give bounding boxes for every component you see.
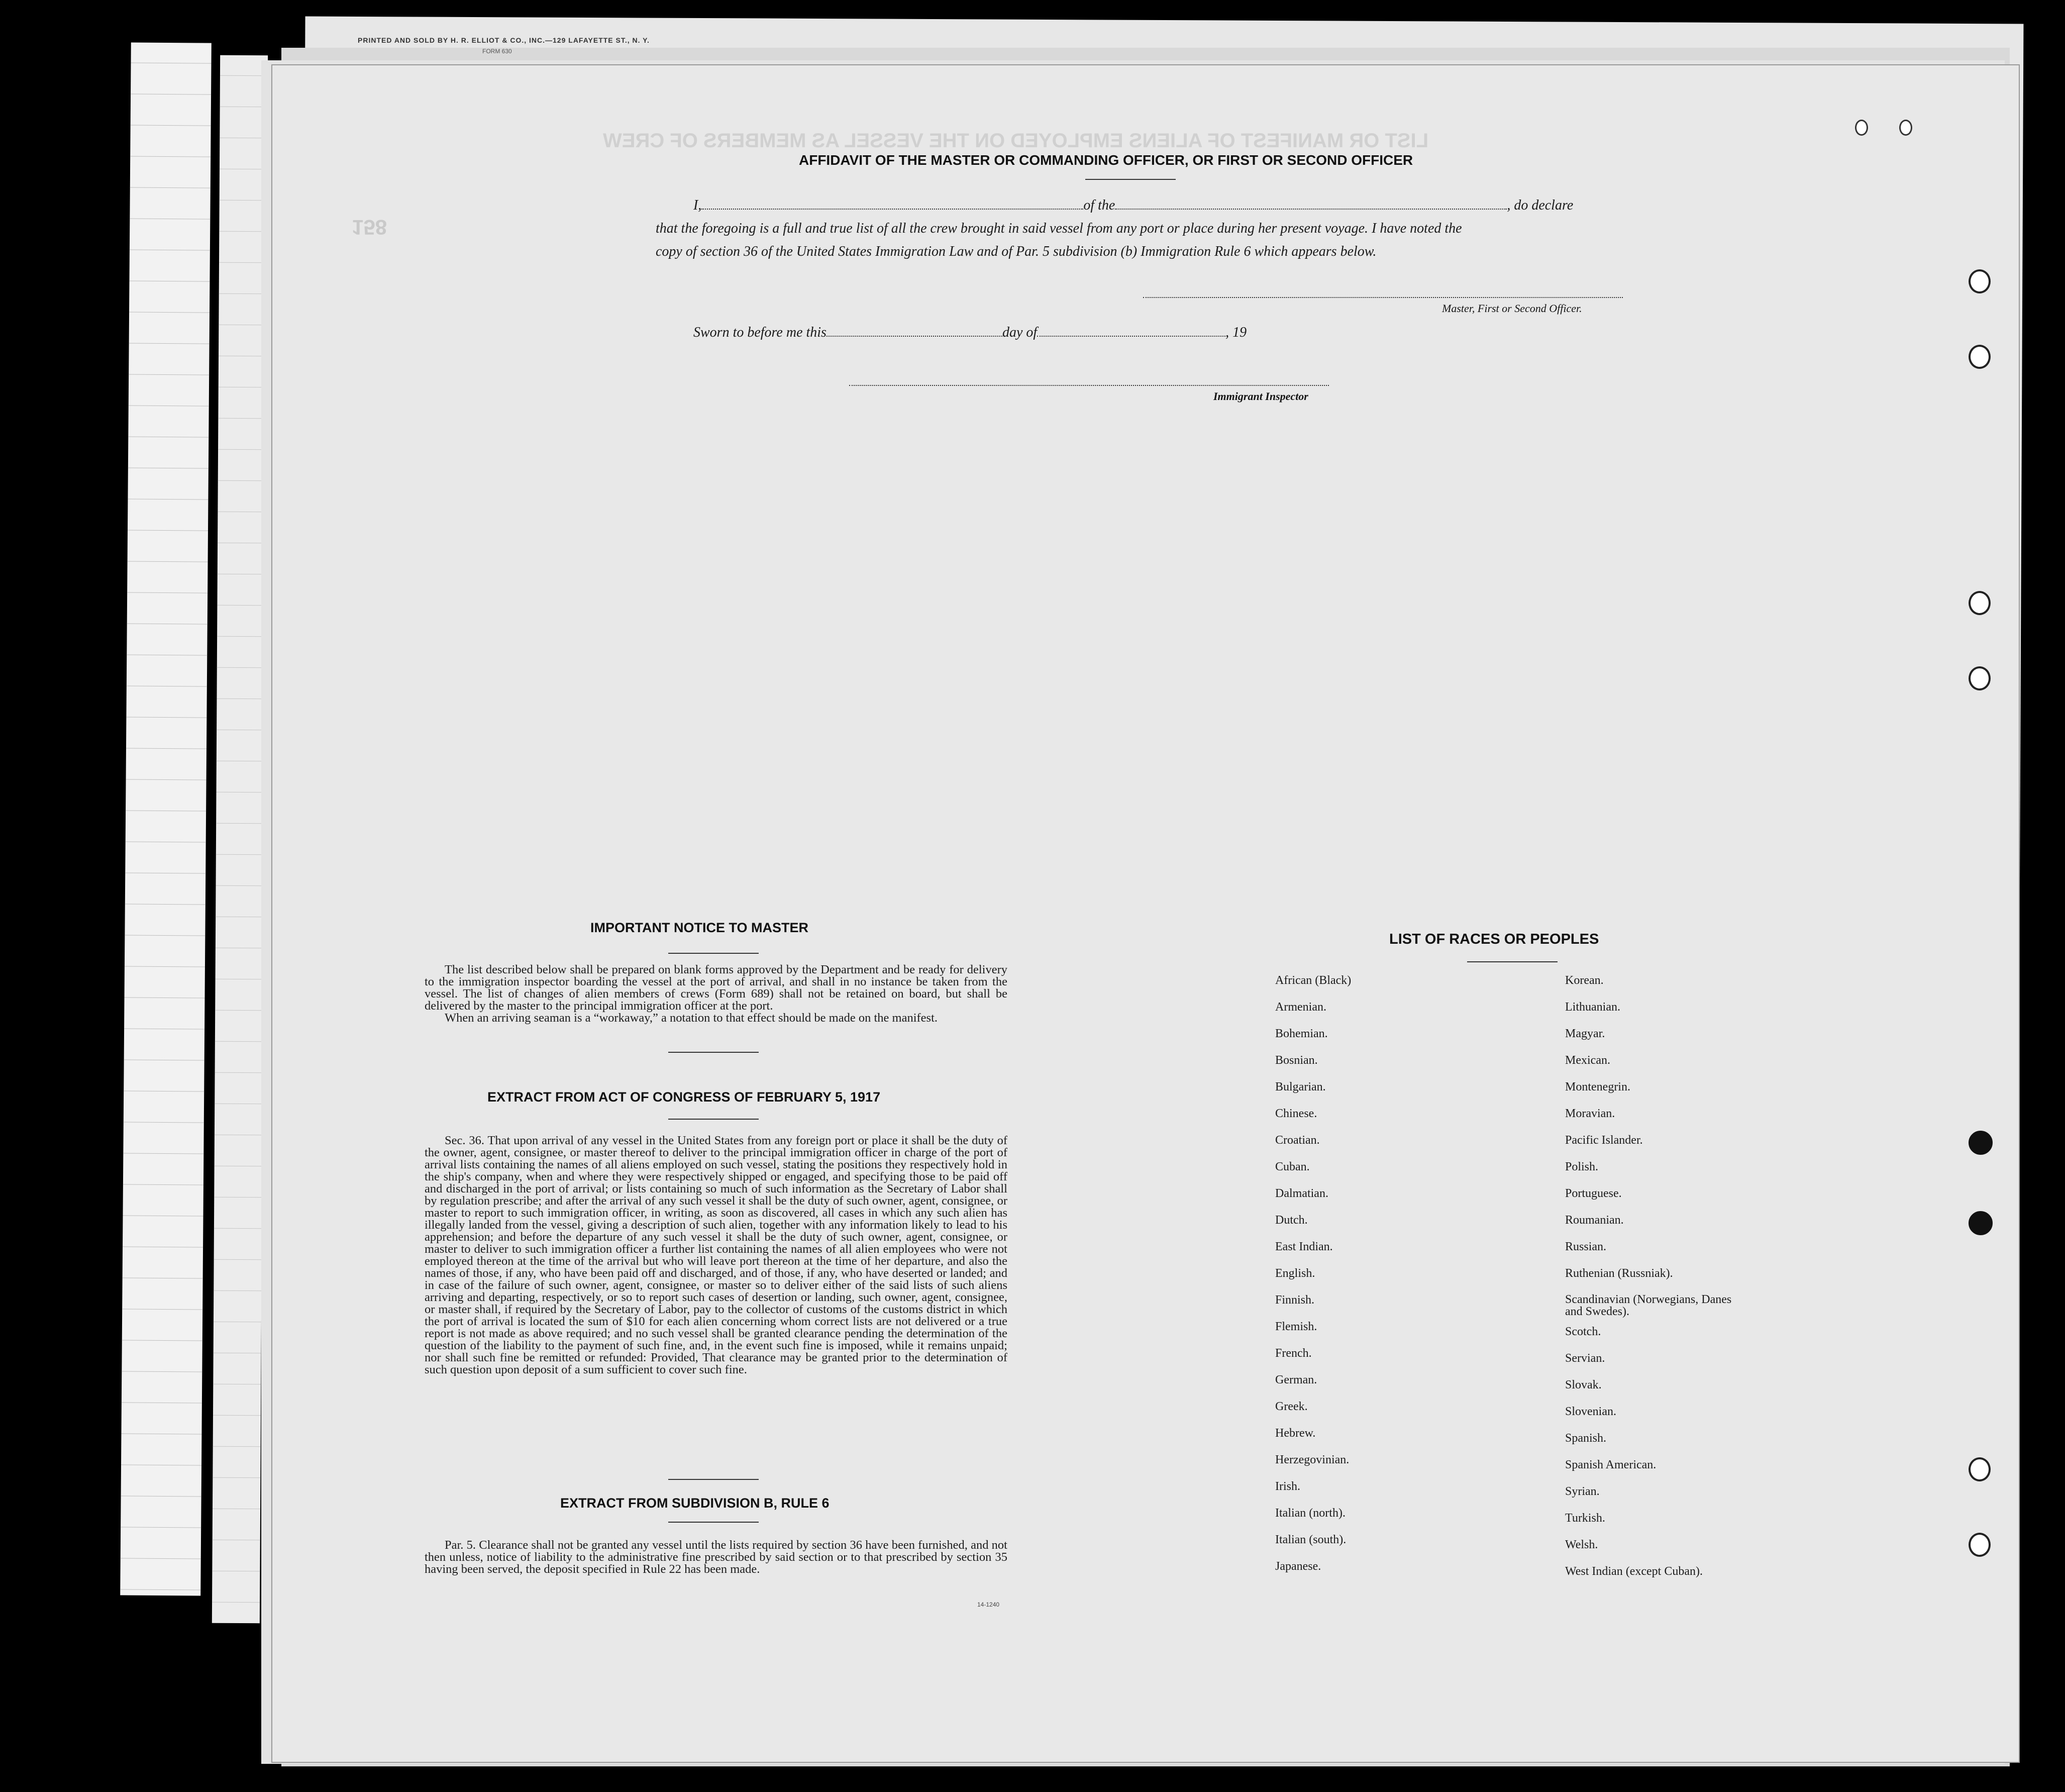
race-item: Irish.	[1275, 1480, 1300, 1493]
extract-rule-text	[425, 1539, 1007, 1575]
inspector-signature-line	[849, 385, 1329, 386]
ruled-line	[122, 1371, 202, 1372]
punch-hole	[1969, 1533, 1991, 1557]
ruled-line	[220, 75, 268, 76]
affidavit-declare-label: , do declare	[1507, 197, 1574, 213]
affidavit-title: AFFIDAVIT OF THE MASTER OR COMMANDING OFFICER, OR FIRST OR SECOND OFFICER	[799, 152, 1413, 168]
ruled-line	[127, 685, 207, 686]
ruled-line	[123, 1153, 203, 1154]
punch-hole	[1969, 345, 1991, 369]
race-item: Syrian.	[1565, 1485, 1600, 1498]
name-blank	[701, 209, 1083, 210]
ruled-line	[128, 499, 208, 500]
divider	[1085, 179, 1176, 180]
punch-hole	[1855, 120, 1868, 136]
officer-signature-caption: Master, First or Second Officer.	[1442, 302, 1582, 315]
race-item: Chinese.	[1275, 1107, 1317, 1120]
punch-hole	[1969, 666, 1991, 690]
bleed-through-page-number: 158	[352, 216, 387, 239]
extract-act-title: EXTRACT FROM ACT OF CONGRESS OF FEBRUARY 5, 1917	[487, 1089, 881, 1105]
race-item: Korean.	[1565, 974, 1604, 987]
ruled-line	[131, 62, 212, 63]
race-item: Bohemian.	[1275, 1027, 1328, 1040]
notice-text	[425, 964, 1007, 1024]
ruled-line	[124, 1028, 204, 1029]
ruled-line	[125, 935, 205, 936]
race-item: English.	[1275, 1267, 1315, 1280]
race-item: Montenegrin.	[1565, 1080, 1630, 1093]
divider	[668, 1052, 759, 1053]
ruled-line	[217, 605, 265, 606]
divider	[668, 953, 759, 954]
race-item: West Indian (except Cuban).	[1565, 1565, 1703, 1578]
ruled-line	[219, 262, 267, 263]
ruled-line	[122, 1309, 202, 1310]
race-item: Flemish.	[1275, 1320, 1317, 1333]
ruled-line	[215, 1041, 263, 1042]
ruled-line	[128, 561, 208, 562]
ruled-line	[127, 654, 207, 655]
ruled-line	[218, 480, 266, 481]
ruled-line	[213, 1415, 261, 1416]
ruled-line	[129, 312, 210, 313]
race-item: Turkish.	[1565, 1512, 1605, 1525]
ruled-line	[214, 1259, 262, 1260]
race-item: Cuban.	[1275, 1160, 1310, 1173]
ruled-line	[125, 997, 205, 998]
ruled-line	[127, 592, 208, 593]
race-item: Japanese.	[1275, 1560, 1321, 1573]
ruled-line	[126, 717, 206, 718]
ruled-line	[131, 93, 211, 94]
affidavit-line-3: copy of section 36 of the United States Immigration Law and of Par. 5 subdivision (b) Immigration Rule 6 which appears below.	[656, 244, 1377, 259]
ruled-line	[219, 231, 267, 232]
ruled-line	[126, 779, 206, 780]
race-item: Spanish American.	[1565, 1458, 1657, 1471]
day-blank	[827, 336, 1002, 337]
race-item: African (Black)	[1275, 974, 1352, 987]
ruled-line	[216, 823, 264, 824]
ruled-line	[123, 1246, 203, 1247]
print-code: 14-1240	[977, 1601, 1000, 1608]
ruled-line	[214, 1290, 261, 1291]
binder-strip-right	[212, 55, 268, 1623]
ruled-line	[121, 1558, 201, 1559]
race-item: Ruthenian (Russniak).	[1565, 1267, 1673, 1280]
ruled-line	[126, 748, 206, 749]
race-item: Dalmatian.	[1275, 1187, 1328, 1200]
race-item: Dutch.	[1275, 1214, 1308, 1227]
ruled-line	[130, 187, 211, 188]
race-item: Armenian.	[1275, 1001, 1326, 1014]
ruled-line	[218, 449, 266, 450]
ruled-line	[218, 418, 266, 419]
ruled-line	[124, 1059, 204, 1060]
race-item: Herzegovinian.	[1275, 1453, 1350, 1466]
ruled-line	[216, 854, 264, 855]
ruled-line	[121, 1464, 201, 1465]
ruled-line	[130, 156, 211, 157]
race-item: Lithuanian.	[1565, 1001, 1620, 1014]
ruled-line	[121, 1433, 201, 1434]
affidavit-of-the-label: of the	[1083, 197, 1115, 213]
race-item: Scandinavian (Norwegians, Danes and Swedes).	[1565, 1293, 1732, 1318]
race-item: German.	[1275, 1373, 1317, 1386]
ruled-line	[130, 218, 210, 219]
punch-hole	[1969, 591, 1991, 615]
ruled-line	[214, 1228, 262, 1229]
race-item: Pacific Islander.	[1565, 1134, 1643, 1147]
race-item: Scotch.	[1565, 1325, 1601, 1338]
printer-imprint: PRINTED AND SOLD BY H. R. ELLIOT & CO., INC.—129 LAFAYETTE ST., N. Y.	[358, 36, 650, 44]
ruled-line	[126, 841, 206, 842]
ruled-line	[123, 1184, 203, 1185]
race-item: Servian.	[1565, 1352, 1605, 1365]
race-item: Mexican.	[1565, 1054, 1610, 1067]
race-item: Finnish.	[1275, 1293, 1315, 1307]
extract-rule-paragraph: Par. 5. Clearance shall not be granted any vessel until the lists required by section 36 have been furnished, and not then unless, notice of liability to the administrative fine prescribed by said section or to that prescribed by section 35 having been served, the deposit specified in Rule 22 has been made.	[425, 1538, 1007, 1576]
ruled-line	[128, 436, 209, 437]
divider	[668, 1522, 759, 1523]
ruled-line	[122, 1340, 202, 1341]
punch-hole	[1899, 120, 1912, 136]
races-list-right	[1565, 64, 1826, 1723]
ruled-line	[213, 1477, 260, 1478]
divider	[668, 1119, 759, 1120]
race-item: Bulgarian.	[1275, 1080, 1326, 1093]
ruled-line	[217, 667, 265, 668]
ruled-line	[219, 293, 267, 294]
ruled-line	[124, 1122, 204, 1123]
extract-rule-title: EXTRACT FROM SUBDIVISION B, RULE 6	[560, 1496, 830, 1511]
ruled-line	[129, 374, 209, 375]
notice-paragraph-2: When an arriving seaman is a “workaway,” a notation to that effect should be made on the manifest.	[445, 1011, 938, 1025]
race-item: Welsh.	[1565, 1538, 1598, 1551]
race-item: Spanish.	[1565, 1432, 1607, 1445]
ruled-line	[120, 1589, 200, 1590]
punch-hole	[1969, 269, 1991, 293]
ruled-line	[215, 1072, 263, 1073]
ruled-line	[126, 810, 206, 811]
race-item: Greek.	[1275, 1400, 1308, 1413]
race-item: Polish.	[1565, 1160, 1599, 1173]
affidavit-line-2: that the foregoing is a full and true list of all the crew brought in said vessel from any port or place during her present voyage. I have noted the	[656, 221, 1462, 236]
race-item: Moravian.	[1565, 1107, 1615, 1120]
ruled-line	[125, 966, 205, 967]
punch-hole	[1969, 1211, 1993, 1235]
ruled-line	[131, 125, 211, 126]
races-title: LIST OF RACES OR PEOPLES	[1389, 931, 1599, 947]
ruled-line	[217, 636, 265, 637]
affidavit-i-label: I,	[693, 197, 702, 213]
race-item: Slovak.	[1565, 1378, 1602, 1391]
ruled-line	[215, 1010, 263, 1011]
extract-act-paragraph: Sec. 36. That upon arrival of any vessel in the United States from any foreign port or place it shall be the duty of the owner, agent, consignee, or master thereof to deliver to the principal immigration officer in charge of the port of arrival lists containing the names of all aliens employed on such vessel, stating the positions they respectively hold in the ship's company, when and where they were respectively shipped or engaged, and specifying those to be paid off and discharged in the port of arrival; or lists containing so much of such information as the Secretary of Labor shall by regulation prescribe; and after the arrival of any such vessel it shall be the duty of such owner, agent, consignee, or master to report to such immigration officer, in writing, as soon as discovered, all cases in which any such alien has illegally landed from the vessel, giving a description of such alien, together with any information likely to lead to his apprehension; and before the departure of any such vessel it shall be the duty of such owner, agent, consignee, or master to deliver to such immigration officer a further list containing the names of all alien employees who were not employed thereon at the time of the arrival but who will leave port thereon at the time of her departure, and also the names of those, if any, who have been paid off and discharged, and of those, if any, who have deserted or landed; and in case of the failure of such owner, agent, consignee, or master so to deliver either of the said lists of such aliens arriving and departing, respectively, or so to report such cases of desertion or landing, such owner, agent, consignee, or master shall, if required by the Secretary of Labor, pay to the collector of customs of the customs district in which the port of arrival is located the sum of $10 for each alien concerning whom correct lists are not delivered or a true report is not made as above required; and no such vessel shall be granted clearance pending the determination of the question of the liability to the payment of such fine, and, in the event such fine is imposed, while it remains unpaid; nor shall such fine be remitted or refunded: Provided, That clearance may be granted prior to the determination of such question upon deposit of a sum sufficient to cover such fine.	[425, 1134, 1007, 1376]
race-item: French.	[1275, 1347, 1312, 1360]
ruled-line	[127, 623, 208, 624]
ruled-line	[129, 280, 210, 281]
races-list-left	[1275, 64, 1526, 1723]
race-item: Hebrew.	[1275, 1427, 1316, 1440]
race-item: Bosnian.	[1275, 1054, 1318, 1067]
punch-hole	[1969, 1131, 1993, 1155]
ruled-line	[216, 885, 264, 886]
ruled-line	[121, 1527, 201, 1528]
race-item: Roumanian.	[1565, 1214, 1624, 1227]
month-blank	[1037, 336, 1225, 337]
race-item: Magyar.	[1565, 1027, 1605, 1040]
ruled-line	[129, 343, 210, 344]
extract-act-text	[425, 1135, 1007, 1376]
year-prefix-label: , 19	[1225, 325, 1247, 340]
ruled-line	[124, 1090, 204, 1091]
document-sheet	[271, 64, 2020, 1763]
bleed-through-title: LIST OR MANIFEST OF ALIENS EMPLOYED ON THE VESSEL AS MEMBERS OF CREW	[603, 130, 1429, 152]
ruled-line	[125, 872, 205, 873]
ruled-line	[212, 1602, 260, 1603]
ruled-line	[213, 1446, 261, 1447]
ruled-line	[130, 249, 210, 250]
binder-strip-left	[120, 42, 212, 1596]
ruled-line	[121, 1496, 201, 1497]
sworn-label: Sworn to before me this	[693, 325, 827, 340]
race-item: Italian (south).	[1275, 1533, 1347, 1546]
race-item: Portuguese.	[1565, 1187, 1622, 1200]
race-item: Italian (north).	[1275, 1507, 1346, 1520]
race-item: Slovenian.	[1565, 1405, 1616, 1418]
race-item: Croatian.	[1275, 1134, 1320, 1147]
notice-title: IMPORTANT NOTICE TO MASTER	[590, 920, 808, 935]
ruled-line	[123, 1277, 203, 1278]
day-of-label: day of	[1002, 325, 1038, 340]
inspector-signature-caption: Immigrant Inspector	[1213, 390, 1308, 403]
ruled-line	[123, 1215, 203, 1216]
ruled-line	[128, 530, 208, 531]
punch-hole	[1969, 1457, 1991, 1481]
race-item: East Indian.	[1275, 1240, 1333, 1253]
ruled-line	[128, 467, 209, 468]
divider	[668, 1479, 759, 1480]
race-item: Russian.	[1565, 1240, 1607, 1253]
form-number: FORM 630	[482, 48, 512, 55]
sworn-line	[693, 325, 1247, 341]
ruled-line	[122, 1402, 202, 1403]
ruled-line	[214, 1197, 262, 1198]
ruled-line	[129, 405, 209, 406]
notice-paragraph-1: The list described below shall be prepared on blank forms approved by the Department and be ready for delivery to the immigration inspector boarding the vessel at the port of arrival, and shall in no instance be taken from the vessel. The list of changes of alien members of crews (Form 689) shall not be retained on board, but shall be delivered by the master to the principal immigration officer at the port.	[425, 963, 1007, 1013]
ruled-line	[220, 200, 267, 201]
ruled-line	[125, 904, 205, 905]
